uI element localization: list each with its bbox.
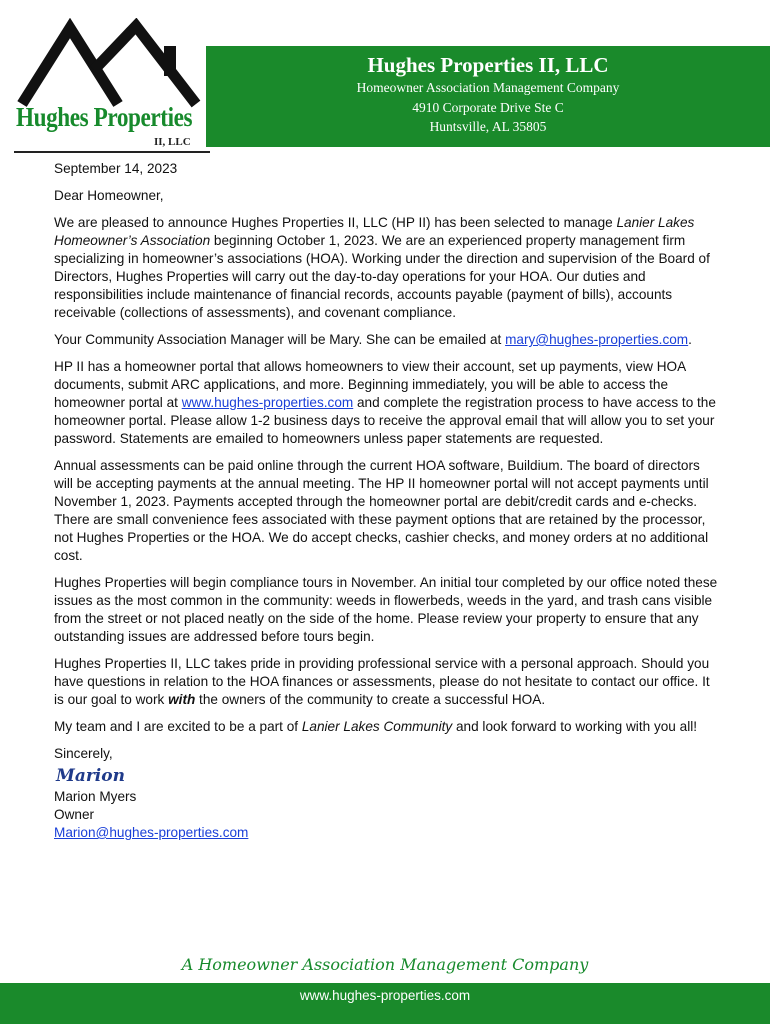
community-name: Lanier Lakes Community: [301, 719, 453, 734]
logo-suffix: II, LLC: [154, 136, 191, 148]
company-subtitle: Homeowner Association Management Company: [356, 80, 620, 95]
logo-name: Hughes Properties: [16, 102, 193, 132]
hoa-name: Lanier Lakes Homeowner’s Association: [54, 215, 695, 248]
closing: Sincerely,: [54, 746, 113, 761]
emphasis-with: with: [168, 692, 196, 707]
text-segment: the owners of the community to create a successful HOA.: [195, 692, 546, 707]
signature: Marion: [56, 766, 125, 786]
header-banner: [206, 46, 770, 147]
paragraph-service: [54, 655, 718, 709]
footer-website: www.hughes-properties.com: [299, 988, 471, 1003]
text-segment: My team and I are excited to be a part of: [54, 719, 302, 734]
text-segment: Your Community Association Manager will be Mary. She can be emailed at: [54, 332, 506, 347]
text-segment: HP II has a homeowner portal that allows homeowners to view their account, set up payments, view HOA documents, submit ARC applications, and more. Beginning immediately, you will be able to access the homeowner portal at: [54, 359, 686, 410]
paragraph-closing: [54, 718, 718, 736]
company-logo: [14, 18, 204, 150]
text-segment: and look forward to working with you all!: [452, 719, 698, 734]
logo-divider: [14, 151, 210, 153]
signer-title: Owner: [54, 807, 95, 822]
footer-bar: [0, 983, 770, 1024]
address-line-2: Huntsville, AL 35805: [429, 119, 547, 134]
text-segment: beginning October 1, 2023. We are an experienced property management firm specializing in homeowner’s associations (HOA). Working under the direction and supervision of the Board of Directors, Hughes Properties will carry out the day-to-day operations for your HOA. Our duties and responsibilities include maintenance of financial records, accounts payable (payment of bills), accounts receivable (collections of assessments), and covenant compliance.: [54, 233, 710, 320]
text-segment: We are pleased to announce Hughes Properties II, LLC (HP II) has been selected to manage: [54, 215, 617, 230]
paragraph-compliance: Hughes Properties will begin compliance tours in November. An initial tour completed by our office noted these issues as the most common in the community: weeds in flowerbeds, weeds in the yard, and trash cans visible from the street or not placed neatly on the side of the home. Please review your property to ensure that any outstanding issues are addressed before tours begin.: [54, 575, 718, 644]
footer-tagline: A Homeowner Association Management Company: [181, 955, 589, 974]
signer-name: Marion Myers: [54, 789, 137, 804]
address-line-1: 4910 Corporate Drive Ste C: [412, 99, 564, 115]
website-link[interactable]: www.hughes-properties.com: [181, 395, 354, 410]
paragraph-manager: [54, 331, 718, 349]
paragraph-announcement: [54, 214, 718, 322]
paragraph-portal: [54, 358, 718, 448]
letter-body: [54, 160, 718, 842]
text-segment: and complete the registration process to have access to the homeowner portal. Please allow 1-2 business days to receive the approval email that will allow you to set your password. Statements are emailed to homeowners unless paper statements are requested.: [54, 395, 716, 446]
company-name: Hughes Properties II, LLC: [367, 53, 609, 77]
manager-email-link[interactable]: mary@hughes-properties.com: [505, 332, 689, 347]
signer-email-link[interactable]: Marion@hughes-properties.com: [54, 825, 249, 840]
salutation: Dear Homeowner,: [54, 188, 164, 203]
text-segment: Hughes Properties II, LLC takes pride in providing professional service with a personal approach. Should you have questions in relation to the HOA finances or assessments, please do not hesitate to contact our office. It is our goal to work: [54, 656, 710, 707]
text-segment: .: [688, 332, 692, 347]
roof-icon: [14, 18, 204, 108]
letter-date: September 14, 2023: [54, 161, 178, 176]
paragraph-assessments: Annual assessments can be paid online through the current HOA software, Buildium. The board of directors will be accepting payments at the annual meeting. The HP II homeowner portal will not accept payments until November 1, 2023. Payments accepted through the homeowner portal are debit/credit cards and e-checks. There are small convenience fees associated with these payment options that are retained by the processor, not Hughes Properties or the HOA. We do accept checks, cashier checks, and money orders at no additional cost.: [54, 458, 709, 563]
